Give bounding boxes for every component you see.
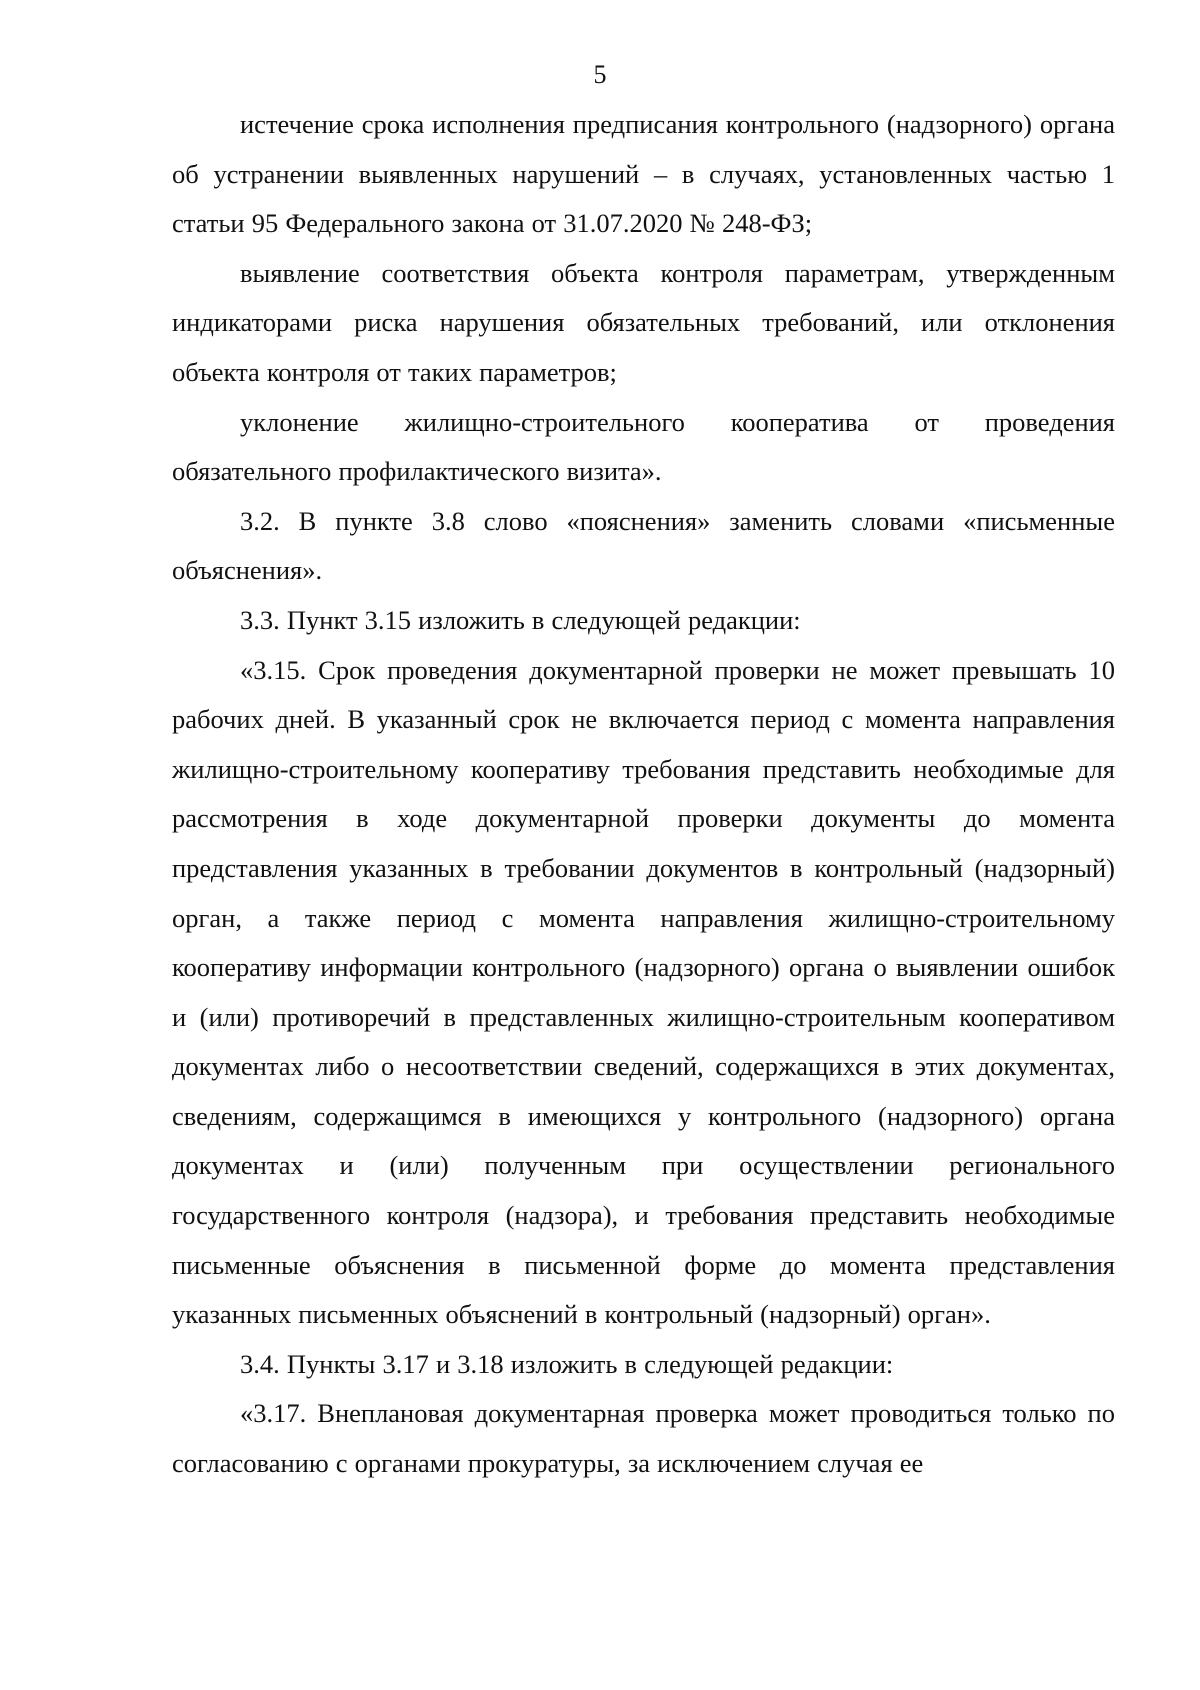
document-body (172, 100, 1115, 1489)
paragraph-3-17: «3.17. Внеплановая документарная проверка может проводиться только по согласованию с органами прокуратуры, за исключением случая ее (172, 1398, 1115, 1479)
paragraph-prescription-expiry: истечение срока исполнения предписания контрольного (надзорного) органа об устранении выявленных нарушений – в случаях, установленных частью 1 статьи 95 Федерального закона от 31.07.2020 № 248-ФЗ; (172, 109, 1115, 239)
page-number: 5 (593, 60, 607, 89)
paragraph-risk-indicators: выявление соответствия объекта контроля параметрам, утвержденным индикаторами риска нарушения обязательных требований, или отклонения объекта контроля от таких параметров; (172, 257, 1115, 387)
paragraph-3-2: 3.2. В пункте 3.8 слово «пояснения» заменить словами «письменные объяснения». (172, 505, 1115, 586)
paragraph-3-4: 3.4. Пункты 3.17 и 3.18 изложить в следующей редакции: (240, 1348, 894, 1379)
paragraph-3-3: 3.3. Пункт 3.15 изложить в следующей редакции: (240, 604, 801, 635)
paragraph-evasion-visit: уклонение жилищно-строительного кооператива от проведения обязательного профилактического визита». (172, 406, 1115, 487)
paragraph-3-15: «3.15. Срок проведения документарной проверки не может превышать 10 рабочих дней. В указанный срок не включается период с момента направления жилищно-строительному кооперативу требования представить необходимые для рассмотрения в ходе документарной проверки документы до момента представления указанных в требовании документов в контрольный (надзорный) орган, а также период с момента направления жилищно-строительному кооперативу информации контрольного (надзорного) органа о выявлении ошибок и (или) противоречий в представленных жилищно-строительным кооперативом документах либо о несоответствии сведений, содержащихся в этих документах, сведениям, содержащимся в имеющихся у контрольного (надзорного) органа документах и (или) полученным при осуществлении регионального государственного контроля (надзора), и требования представить необходимые письменные объяснения в письменной форме до момента представления указанных письменных объяснений в контрольный (надзорный) орган». (172, 654, 1115, 1330)
